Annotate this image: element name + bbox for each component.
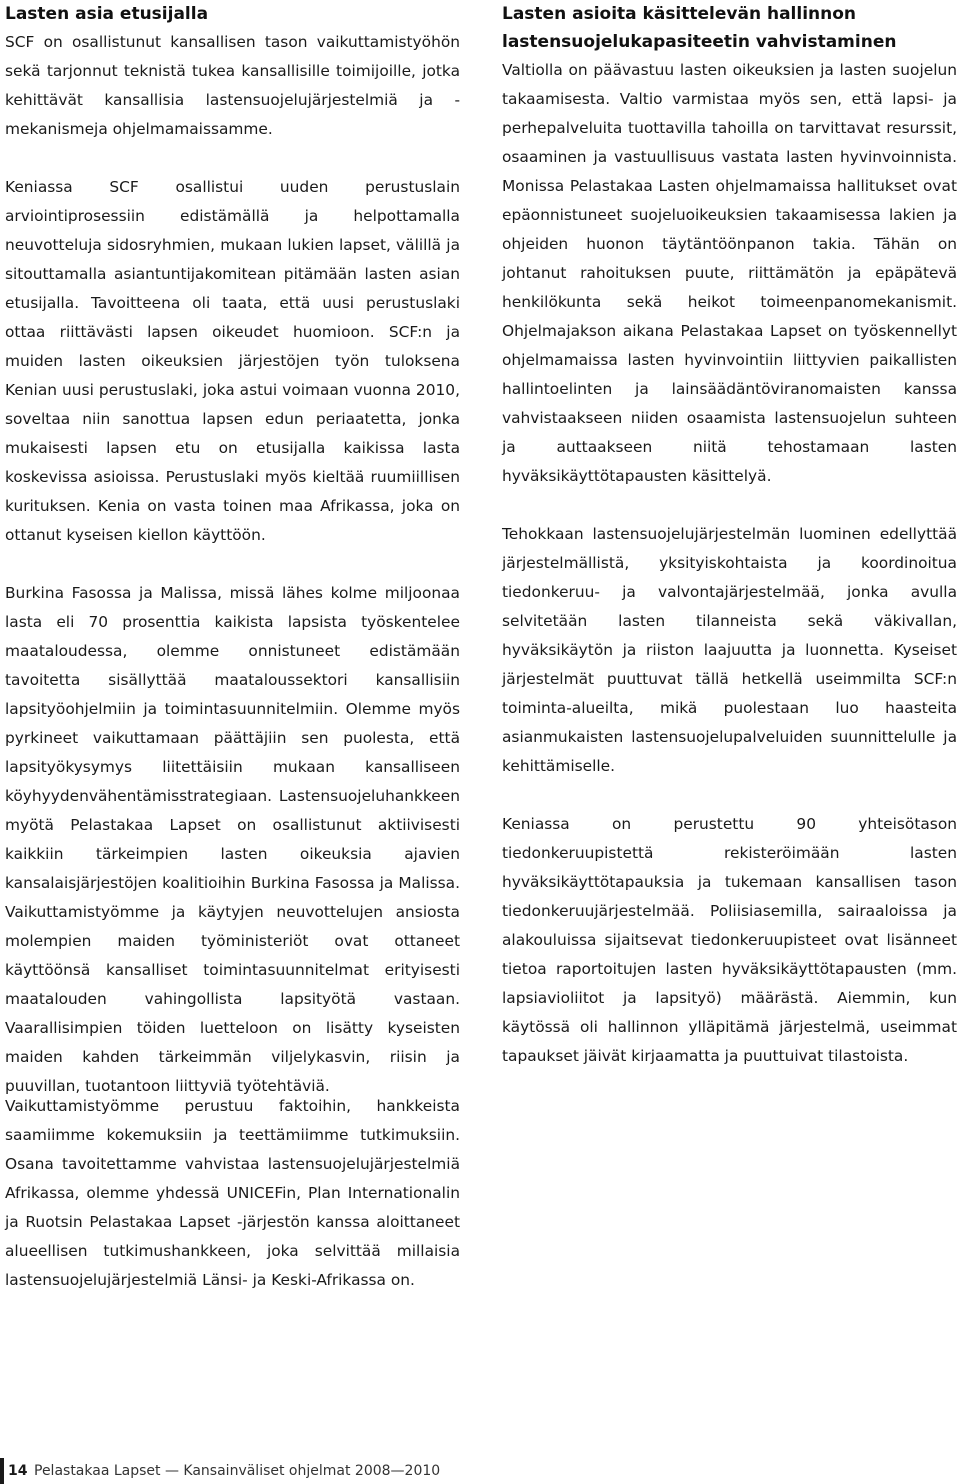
left-bottom-block	[5, 1092, 460, 1295]
page-number: 14	[8, 1463, 28, 1479]
page-footer	[0, 1458, 460, 1484]
section-heading-hallinnon-vahvistaminen: Lasten asioita käsittelevän hallinnon lastensuojelukapasiteetin vahvistaminen	[502, 4, 897, 52]
footer-rule	[0, 1458, 4, 1484]
left-paragraph-3: Burkina Fasossa ja Malissa, missä lähes kolme miljoonaa lasta eli 70 prosenttia kaikista lapsista työskentelee maataloudessa, olemme onnistuneet edistämään tavoitetta sisällyttää maataloussektori kansallisiin lapsityöohjelmiin ja toimintasuunnitelmiin. Olemme myös pyrkineet vaikuttamaan päättäjiin sen puolesta, että lapsityökysymys liitettäisiin mukaan kansalliseen köyhyydenvähentämisstrategiaan. Lastensuojeluhankkeen myötä Pelastakaa Lapset on osallistunut aktiivisesti kaikkiin tärkeimpien lasten oikeuksia ajavien kansalaisjärjestöjen koalitioihin Burkina Fasossa ja Malissa. Vaikuttamistyömme ja käytyjen neuvottelujen ansiosta molempien maiden työministeriöt ovat ottaneet käyttöönsä kansalliset toimintasuunnitelmat erityisesti maatalouden vahingollista lapsityötä vastaan. Vaarallisimpien töiden luetteloon on lisätty kyseisten maiden kahden tärkeimmän viljelykasvin, riisin ja puuvillan, tuotantoon liittyviä työtehtäviä.	[5, 584, 460, 1095]
left-paragraph-4: Vaikuttamistyömme perustuu faktoihin, hankkeista saamiimme kokemuksiin ja teettämiimme tutkimuksiin. Osana tavoitettamme vahvistaa lastensuojelujärjestelmiä Afrikassa, olemme yhdessä UNICEFin, Plan Internationalin ja Ruotsin Pelastakaa Lapset -järjestön kanssa aloittaneet alueellisen tutkimushankkeen, joka selvittää millaisia lastensuojelujärjestelmiä Länsi- ja Keski-Afrikassa on.	[5, 1097, 460, 1289]
right-paragraph-2: Tehokkaan lastensuojelujärjestelmän luominen edellyttää järjestelmällistä, yksityiskohtaista ja koordinoitua tiedonkeruu- ja valvontajärjestelmää, jonka avulla selvitetään lasten tilanneista sekä väkivallan, hyväksikäytön ja riiston laajuutta ja luonnetta. Kyseiset järjestelmät puuttuvat tällä hetkellä useimmilta SCF:n toiminta-alueilta, mikä puolestaan luo haasteita asianmukaisten lastensuojelupalveluiden suunnittelulle ja kehittämiselle.	[502, 525, 957, 775]
left-column	[5, 0, 460, 1101]
right-column	[502, 0, 957, 1071]
left-paragraph-1: SCF on osallistunut kansallisen tason vaikuttamistyöhön sekä tarjonnut teknistä tukea kansallisille toimijoille, jotka kehittävät kansallisia lastensuojelujärjestelmiä ja -mekanismeja ohjelmamaissamme.	[5, 33, 460, 138]
publication-title: Pelastakaa Lapset — Kansainväliset ohjelmat 2008—2010	[34, 1463, 441, 1479]
section-heading-lasten-asia-etusijalla: Lasten asia etusijalla	[5, 4, 209, 24]
right-paragraph-3: Keniassa on perustettu 90 yhteisötason tiedonkeruupistettä rekisteröimään lasten hyväksikäyttötapauksia ja tukemaan kansallisen tason tiedonkeruujärjestelmää. Poliisiasemilla, sairaaloissa ja alakouluissa sijaitsevat tiedonkeruupisteet ovat lisänneet tietoa raportoitujen lasten hyväksikäyttötapausten (mm. lapsiavioliitot ja lapsityö) määrästä. Aiemmin, kun käytössä oli hallinnon ylläpitämä järjestelmä, useimmat tapaukset jäivät kirjaamatta ja puuttuivat tilastoista.	[502, 815, 957, 1065]
right-paragraph-1: Valtiolla on päävastuu lasten oikeuksien ja lasten suojelun takaamisesta. Valtio varmistaa myös sen, että lapsi- ja perhepalveluita tuottavilla tahoilla on tarvittavat resurssit, osaaminen ja vastuullisuus vastata lasten hyvinvoinnista. Monissa Pelastakaa Lasten ohjelmamaissa hallitukset ovat epäonnistuneet suojeluoikeuksien takaamisessa lakien ja ohjeiden huonon täytäntöönpanon takia. Tähän on johtanut rahoituksen puute, riittämätön ja epäpätevä henkilökunta sekä heikot toimeenpanomekanismit. Ohjelmajakson aikana Pelastakaa Lapset on työskennellyt ohjelmamaissa lasten hyvinvointiin liittyvien paikallisten hallintoelinten ja lainsäädäntöviranomaisten kanssa vahvistaakseen niiden osaamista lastensuojelun suhteen ja auttaakseen niitä tehostamaan lasten hyväksikäyttötapausten käsittelyä.	[502, 61, 957, 485]
left-paragraph-2: Keniassa SCF osallistui uuden perustuslain arviointiprosessiin edistämällä ja helpottamalla neuvotteluja sidosryhmien, mukaan lukien lapset, välillä ja sitouttamalla asiantuntijakomitean pitämään lasten asian etusijalla. Tavoitteena oli taata, että uusi perustuslaki ottaa riittävästi lapsen oikeudet huomioon. SCF:n ja muiden lasten oikeuksien järjestöjen työn tuloksena Kenian uusi perustuslaki, joka astui voimaan vuonna 2010, soveltaa niin sanottua lapsen edun periaatetta, jonka mukaisesti lapsen etu on etusijalla kaikissa lasta koskevissa asioissa. Perustuslaki myös kieltää ruumiillisen kurituksen. Kenia on vasta toinen maa Afrikassa, joka on ottanut kyseisen kiellon käyttöön.	[5, 178, 460, 544]
